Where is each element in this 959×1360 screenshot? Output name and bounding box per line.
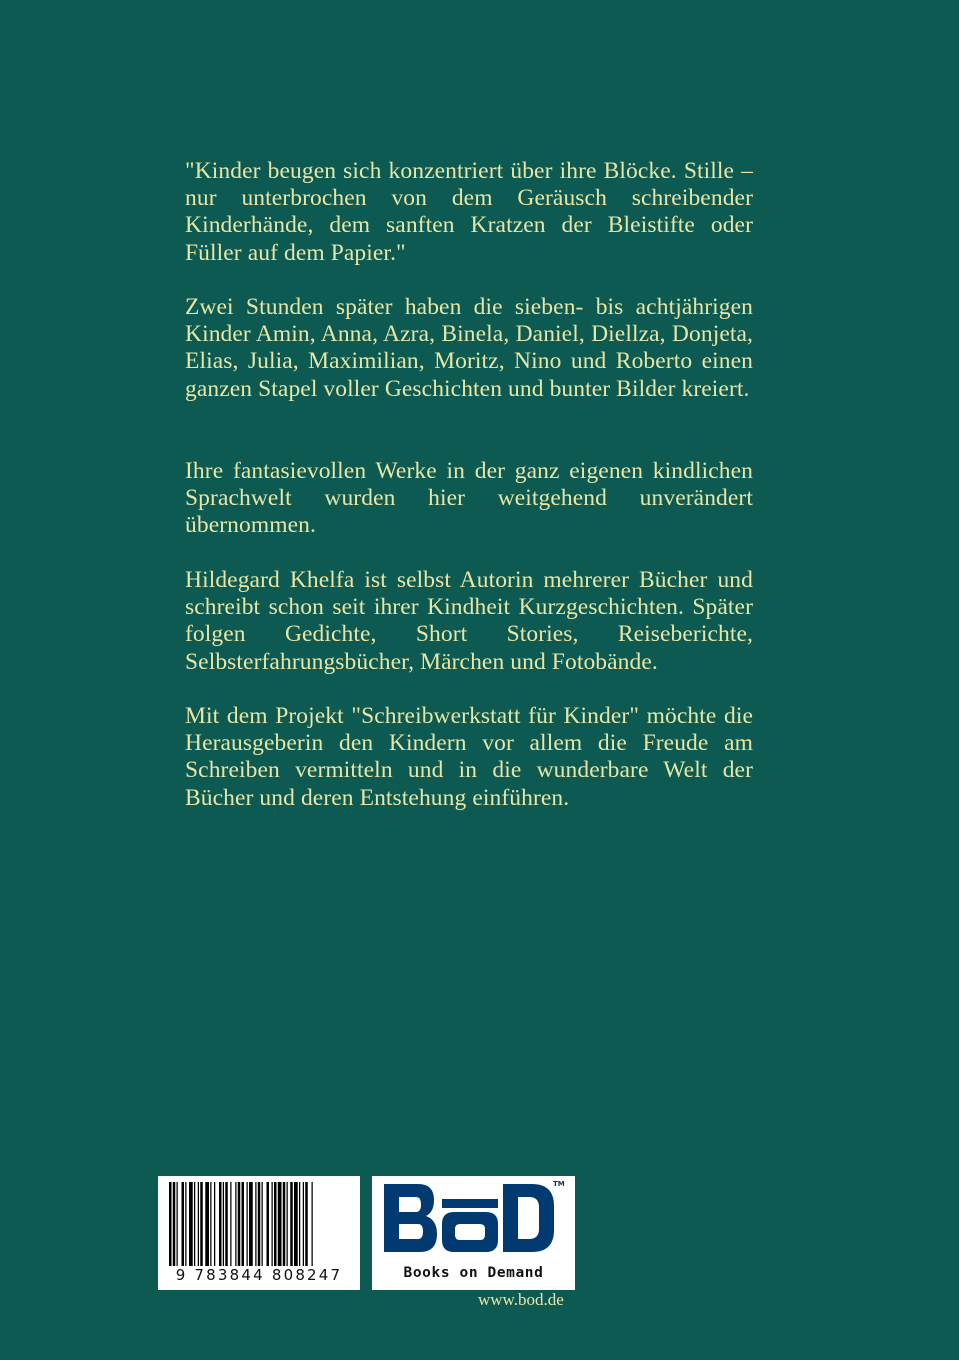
barcode-bar	[173, 1182, 176, 1266]
logo-letter-o	[442, 1212, 498, 1252]
paragraph-quote: "Kinder beugen sich konzentriert über ihre Blöcke. Stille – nur unterbrochen von dem Geräusch schreibender Kinderhände, dem sanften Kratzen der Bleistifte oder Füller auf dem Papier."	[185, 158, 753, 266]
barcode-bar	[177, 1182, 178, 1266]
barcode-bar	[287, 1182, 288, 1266]
barcode-bar	[230, 1182, 231, 1266]
barcode-bar	[198, 1182, 199, 1266]
barcode-bar	[299, 1182, 300, 1266]
barcode-bar	[185, 1182, 186, 1266]
isbn-barcode	[158, 1176, 360, 1290]
barcode-bar	[205, 1182, 209, 1266]
trademark-symbol: TM	[553, 1180, 565, 1188]
barcode-bar	[274, 1182, 277, 1266]
paragraph-author: Hildegard Khelfa ist selbst Autorin mehrerer Bücher und schreibt schon seit ihrer Kindheit Kurzgeschichten. Später folgen Gedichte, Short Stories, Reiseberichte, Selbsterfahrungsbücher, Märchen und Fotobände.	[185, 567, 753, 675]
bod-logo-mark	[382, 1182, 565, 1264]
barcode-bar	[290, 1182, 293, 1266]
barcode-bar	[249, 1182, 253, 1266]
barcode-bar	[182, 1182, 185, 1266]
barcode-bar	[225, 1182, 228, 1266]
publisher-website: www.bod.de	[478, 1290, 564, 1309]
barcode-bar	[262, 1182, 263, 1266]
barcode-bar	[303, 1182, 304, 1266]
barcode-bar	[255, 1182, 256, 1266]
barcode-bars	[169, 1182, 349, 1266]
barcode-bar	[238, 1182, 241, 1266]
barcode-bar	[219, 1182, 222, 1266]
barcode-bar	[169, 1182, 172, 1266]
barcode-bar	[294, 1182, 298, 1266]
barcode-bar	[272, 1182, 273, 1266]
publisher-logo	[372, 1176, 575, 1290]
barcode-bar	[223, 1182, 224, 1266]
barcode-bar	[283, 1182, 286, 1266]
logo-bar	[442, 1199, 498, 1208]
barcode-bar	[242, 1182, 245, 1266]
barcode-bar	[258, 1182, 261, 1266]
barcode-bar	[312, 1182, 313, 1266]
barcode-bar	[247, 1182, 248, 1266]
publisher-tagline: Books on Demand	[403, 1265, 544, 1281]
paragraph-works: Ihre fantasievollen Werke in der ganz eigenen kindlichen Sprachwelt wurden hier weitgehend unverändert übernommen.	[185, 458, 753, 539]
paragraph-project: Mit dem Projekt "Schreibwerkstatt für Kinder" möchte die Herausgeberin den Kindern vor allem die Freude am Schreiben vermitteln und in die wunderbare Welt der Bücher und deren Entstehung einführen.	[185, 703, 753, 811]
barcode-bar	[194, 1182, 195, 1266]
barcode-bar	[305, 1182, 308, 1266]
logo-letter-d	[503, 1184, 554, 1252]
barcode-bar	[200, 1182, 203, 1266]
barcode-number: 9 783844 808247	[175, 1266, 343, 1284]
paragraph-children: Zwei Stunden später haben die sieben- bis achtjährigen Kinder Amin, Anna, Azra, Binela, Daniel, Diellza, Donjeta, Elias, Julia, Maximilian, Moritz, Nino und Roberto einen ganzen Stapel voller Geschichten und bunter Bilder kreiert.	[185, 294, 753, 402]
barcode-bar	[210, 1182, 211, 1266]
barcode-bar	[278, 1182, 282, 1266]
barcode-bar	[235, 1182, 236, 1266]
barcode-bar	[189, 1182, 193, 1266]
logo-letter-b	[384, 1184, 437, 1252]
barcode-bar	[267, 1182, 270, 1266]
barcode-bar	[214, 1182, 215, 1266]
